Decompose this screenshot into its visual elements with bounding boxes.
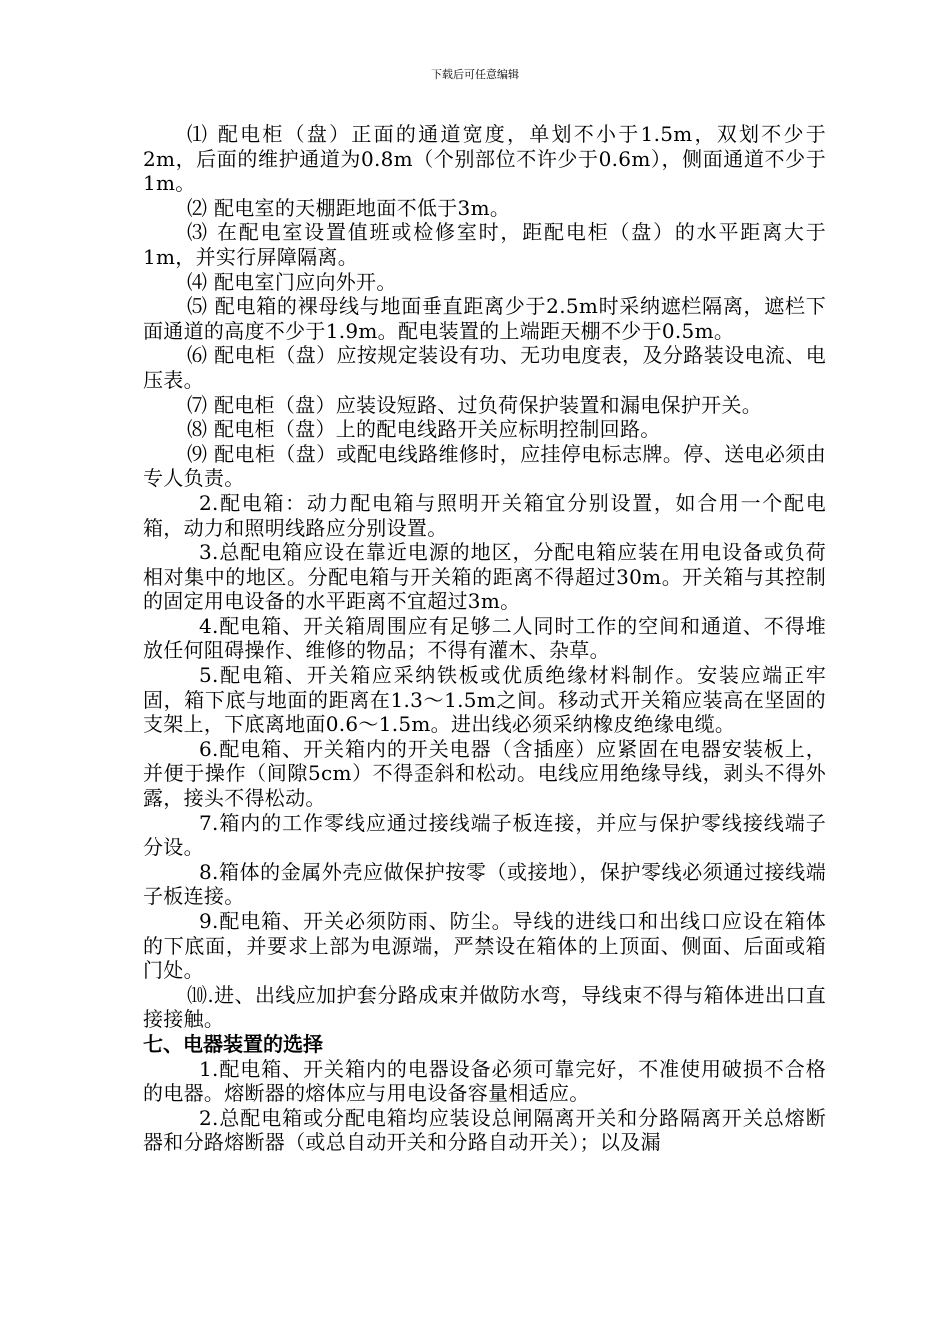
section-heading: 七、电器装置的选择 — [143, 1031, 323, 1056]
paragraph: 9.配电箱、开关必须防雨、防尘。导线的进线口和出线口应设在箱体的下底面，并要求上部为电源端，严禁设在箱体的上顶面、侧面、后面或箱门处。 — [143, 909, 826, 983]
paragraph: ⑼ 配电柜（盘）或配电线路维修时，应挂停电标志牌。停、送电必须由专人负责。 — [143, 441, 826, 491]
paragraph: ⑽.进、出线应加护套分路成束并做防水弯，导线束不得与箱体进出口直接接触。 — [143, 982, 826, 1032]
paragraph: 2.总配电箱或分配电箱均应装设总闸隔离开关和分路隔离开关总熔断器和分路熔断器（或总自动开关和分路自动开关）；以及漏 — [143, 1105, 826, 1155]
paragraph: ⑷ 配电室门应向外开。 — [187, 269, 397, 294]
paragraph: 4.配电箱、开关箱周围应有足够二人同时工作的空间和通道、不得堆放任何阻碍操作、维修的物品；不得有灌木、杂草。 — [143, 613, 826, 663]
paragraph: ⑹ 配电柜（盘）应按规定装设有功、无功电度表，及分路装设电流、电压表。 — [143, 343, 826, 392]
paragraph: 6.配电箱、开关箱内的开关电器（含插座）应紧固在电器安装板上，并便于操作（间隙5cm）不得歪斜和松动。电线应用绝缘导线，剥头不得外露，接头不得松动。 — [143, 736, 826, 811]
paragraph: 5.配电箱、开关箱应采纳铁板或优质绝缘材料制作。安装应端正牢固，箱下底与地面的距离在1.3～1.5m之间。移动式开关箱应装高在坚固的支架上，下底离地面0.6～1.5m。进出线必须采纳橡皮绝缘电缆。 — [143, 663, 826, 737]
paragraph: ⑻ 配电柜（盘）上的配电线路开关应标明控制回路。 — [187, 417, 661, 442]
paragraph: ⑴ 配电柜（盘）正面的通道宽度，单划不小于1.5m，双划不少于2m，后面的维护通道为0.8m（个别部位不许少于0.6m），侧面通道不少于1m。 — [143, 122, 826, 196]
paragraph: 3.总配电箱应设在靠近电源的地区，分配电箱应装在用电设备或负荷相对集中的地区。分配电箱与开关箱的距离不得超过30m。开关箱与其控制的固定用电设备的水平距离不宜超过3m。 — [143, 540, 826, 614]
paragraph: ⑺ 配电柜（盘）应装设短路、过负荷保护装置和漏电保护开关。 — [187, 392, 763, 417]
paragraph: ⑸ 配电箱的裸母线与地面垂直距离少于2.5m时采纳遮栏隔离，遮栏下面通道的高度不少于1.9m。配电装置的上端距天棚不少于0.5m。 — [143, 294, 826, 343]
paragraph: ⑶ 在配电室设置值班或检修室时，距配电柜（盘）的水平距离大于1m，并实行屏障隔离。 — [143, 220, 826, 269]
paragraph: 7.箱内的工作零线应通过接线端子板连接，并应与保护零线接线端子分设。 — [143, 810, 826, 860]
page-header: 下载后可任意编辑 — [431, 68, 519, 81]
document-body — [143, 122, 826, 1155]
paragraph: ⑵ 配电室的天棚距地面不低于3m。 — [187, 195, 511, 220]
paragraph: 1.配电箱、开关箱内的电器设备必须可靠完好，不准使用破损不合格的电器。熔断器的熔体应与用电设备容量相适应。 — [143, 1056, 826, 1106]
paragraph: 2.配电箱：动力配电箱与照明开关箱宜分别设置，如合用一个配电箱，动力和照明线路应分别设置。 — [143, 490, 826, 540]
paragraph: 8.箱体的金属外壳应做保护按零（或接地），保护零线必须通过接线端子板连接。 — [143, 859, 826, 909]
